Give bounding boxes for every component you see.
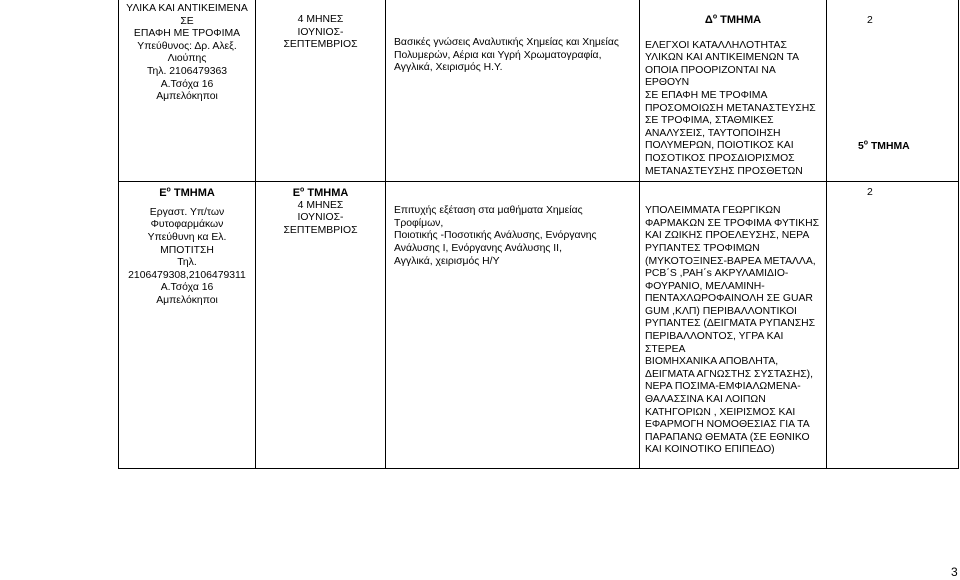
- text-line: 4 ΜΗΝΕΣ: [297, 199, 344, 211]
- text-line: Ποιοτικής -Ποσοτικής Ανάλυσης, Ενόργανης: [394, 230, 597, 242]
- text-line: ΘΑΛΑΣΣΙΝΑ ΚΑΙ ΛΟΙΠΩΝ: [645, 394, 766, 406]
- text-line: Αμπελόκηποι: [156, 91, 218, 103]
- section-header: $E^o$ ΤΜΗΜΑ: [292, 186, 349, 200]
- text-line: ΠΑΡΑΠΑΝΩ ΘΕΜΑΤΑ (ΣΕ ΕΘΝΙΚΟ: [645, 431, 810, 443]
- text-line: ΙΟΥΝΙΟΣ-: [297, 212, 344, 224]
- text-line: Αγγλικά, Χειρισμός Η.Υ.: [394, 62, 503, 74]
- text-line: ΡΥΠΑΝΤΕΣ (ΔΕΙΓΜΑΤΑ ΡΥΠΑΝΣΗΣ: [645, 318, 816, 330]
- text-line: ΣΕ ΤΡΟΦΙΜΑ, ΣΤΑΘΜΙΚΕΣ: [645, 115, 774, 127]
- text-line: Πολυμερών, Αέρια και Υγρή Χρωματογραφία,: [394, 49, 602, 61]
- text-line: ΕΠΑΦΗ ΜΕ ΤΡΟΦΙΜΑ: [133, 28, 241, 40]
- text-line: ΑΝΑΛΥΣΕΙΣ, ΤΑΥΤΟΠΟΙΗΣΗ: [645, 127, 781, 139]
- subject-cell: [640, 182, 827, 469]
- subject-cell: [640, 0, 827, 182]
- requirements-text: [386, 182, 639, 271]
- text-line: ΡΥΠΑΝΤΕΣ ΤΡΟΦΙΜΩΝ: [645, 242, 760, 254]
- text-line: Αγγλικά, χειρισμός Η/Υ: [394, 255, 500, 267]
- text-line: Τηλ. 2106479363: [146, 65, 228, 77]
- positions-count: 2: [867, 15, 873, 26]
- text-line: ΟΠΟΙΑ ΠΡΟΟΡΙΖΟΝΤΑΙ ΝΑ ΕΡΘΟΥΝ: [645, 64, 776, 89]
- text-line: ΠΟΛΥΜΕΡΩΝ, ΠΟΙΟΤΙΚΟΣ ΚΑΙ: [645, 140, 794, 152]
- text-line: ΠΕΡΙΒΑΛΛΟΝΤΟΣ, ΥΓΡΑ ΚΑΙ ΣΤΕΡΕΑ: [645, 331, 784, 355]
- section-5-label: $5^o$ ΤΜΗΜΑ: [858, 139, 910, 152]
- text-line: PCB΄S ,PAH΄s ΑΚΡΥΛΑΜΙΔΙΟ-: [645, 268, 789, 280]
- subject-text: [640, 27, 826, 182]
- text-line: ΦΟΥΡΑΝΙΟ, ΜΕΛΑΜΙΝΗ-: [645, 280, 765, 292]
- text-line: Αμπελόκηποι: [156, 294, 218, 306]
- page-number: 3: [951, 565, 958, 579]
- text-line: ΝΕΡΑ ΠΟΣΙΜΑ-ΕΜΦΙΑΛΩΜΕΝΑ-: [645, 381, 801, 393]
- text-line: ΠΟΣΟΤΙΚΟΣ ΠΡΟΣΔΙΟΡΙΣΜΟΣ: [645, 152, 795, 164]
- requirements-cell: [386, 0, 640, 182]
- text-line: ΕΛΕΓΧΟΙ ΚΑΤΑΛΛΗΛΟΤΗΤΑΣ: [645, 39, 787, 51]
- text-line: ΚΑΙ ΚΟΙΝΟΤΙΚΟ ΕΠΙΠΕΔΟ): [645, 444, 775, 456]
- requirements-text: [386, 0, 639, 78]
- duration-cell: [256, 182, 386, 469]
- department-cell: [119, 182, 256, 469]
- text-line: (ΜΥΚΟΤΟΞΙΝΕΣ-ΒΑΡΕΑ ΜΕΤΑΛΛΑ,: [645, 255, 816, 267]
- text-line: ΥΛΙΚΑ ΚΑΙ ΑΝΤΙΚΕΙΜΕΝΑ ΣΕ: [126, 3, 248, 27]
- department-text: [119, 200, 255, 311]
- text-line: ΠΕΝΤΑΧΛΩΡΟΦΑΙΝΟΛΗ ΣΕ GUAR: [645, 293, 813, 305]
- text-line: GUM ,ΚΛΠ) ΠΕΡΙΒΑΛΛΟΝΤΙΚΟΙ: [645, 305, 797, 317]
- duration-cell: [256, 0, 386, 182]
- text-line: Α.Τσόχα 16: [160, 282, 214, 294]
- duration-text: [256, 200, 385, 241]
- text-line: Α.Τσόχα 16: [160, 78, 214, 90]
- positions-cell: [827, 0, 959, 182]
- text-line: ΦΑΡΜΑΚΩΝ ΣΕ ΤΡΟΦΙΜΑ ΦΥΤΙΚΗΣ: [645, 217, 819, 229]
- text-line: Τηλ. 2106479308,2106479311: [128, 257, 246, 281]
- section-header: $E^o$ ΤΜΗΜΑ: [159, 186, 215, 200]
- text-line: Υπεύθυνη κα Ελ. ΜΠΟΤΙΤΣΗ: [147, 231, 227, 256]
- text-line: 4 ΜΗΝΕΣ: [297, 14, 344, 25]
- text-line: ΥΠΟΛΕΙΜΜΑΤΑ ΓΕΩΡΓΙΚΩΝ: [645, 205, 781, 217]
- duration-text: [256, 0, 385, 55]
- text-line: ΥΛΙΚΩΝ ΚΑΙ ΑΝΤΙΚΕΙΜΕΝΩΝ ΤΑ: [645, 52, 800, 64]
- section-header: $\Delta^o$ ΤΜΗΜΑ: [704, 13, 762, 26]
- text-line: ΔΕΙΓΜΑΤΑ ΑΓΝΩΣΤΗΣ ΣΥΣΤΑΣΗΣ),: [645, 368, 814, 380]
- table-row: [119, 0, 959, 182]
- text-line: ΣΕΠΤΕΜΒΡΙΟΣ: [283, 39, 358, 51]
- text-line: ΣΕ ΕΠΑΦΗ ΜΕ ΤΡΟΦΙΜΑ: [645, 89, 768, 101]
- text-line: ΕΦΑΡΜΟΓΗ ΝΟΜΟΘΕΣΙΑΣ ΓΙΑ ΤΑ: [645, 419, 810, 431]
- subject-text: [640, 182, 826, 460]
- text-line: Βασικές γνώσεις Αναλυτικής Χημείας και Χημείας: [394, 37, 619, 48]
- table-row: [119, 182, 959, 469]
- text-line: Εργαστ. Υπ/των Φυτοφαρμάκων: [149, 206, 225, 231]
- text-line: ΜΕΤΑΝΑΣΤΕΥΣΗΣ ΠΡΟΣΘΕΤΩΝ: [645, 165, 803, 177]
- text-line: ΠΡΟΣΟΜΟΙΩΣΗ ΜΕΤΑΝΑΣΤΕΥΣΗΣ: [645, 102, 816, 114]
- positions-cell: [827, 182, 959, 469]
- department-text: [119, 0, 255, 107]
- text-line: Επιτυχής εξέταση στα μαθήματα Χημείας Τροφίμων,: [394, 205, 583, 229]
- text-line: Ανάλυσης Ι, Ενόργανης Ανάλυσης ΙΙ,: [394, 242, 562, 254]
- text-line: ΒΙΟΜΗΧΑΝΙΚΑ ΑΠΟΒΛΗΤΑ,: [645, 356, 779, 368]
- text-line: ΚΑΙ ΖΩΙΚΗΣ ΠΡΟΕΛΕΥΣΗΣ, ΝΕΡΑ: [645, 230, 810, 242]
- text-line: ΣΕΠΤΕΜΒΡΙΟΣ: [283, 224, 358, 236]
- positions-count: 2: [867, 187, 873, 199]
- text-line: Υπεύθυνος: Δρ. Αλεξ. Λιούπης: [137, 40, 237, 65]
- text-line: ΙΟΥΝΙΟΣ-: [297, 26, 344, 38]
- requirements-cell: [386, 182, 640, 469]
- internship-table: [118, 0, 959, 469]
- text-line: ΚΑΤΗΓΟΡΙΩΝ , ΧΕΙΡΙΣΜΟΣ ΚΑΙ: [645, 406, 796, 418]
- department-cell: [119, 0, 256, 182]
